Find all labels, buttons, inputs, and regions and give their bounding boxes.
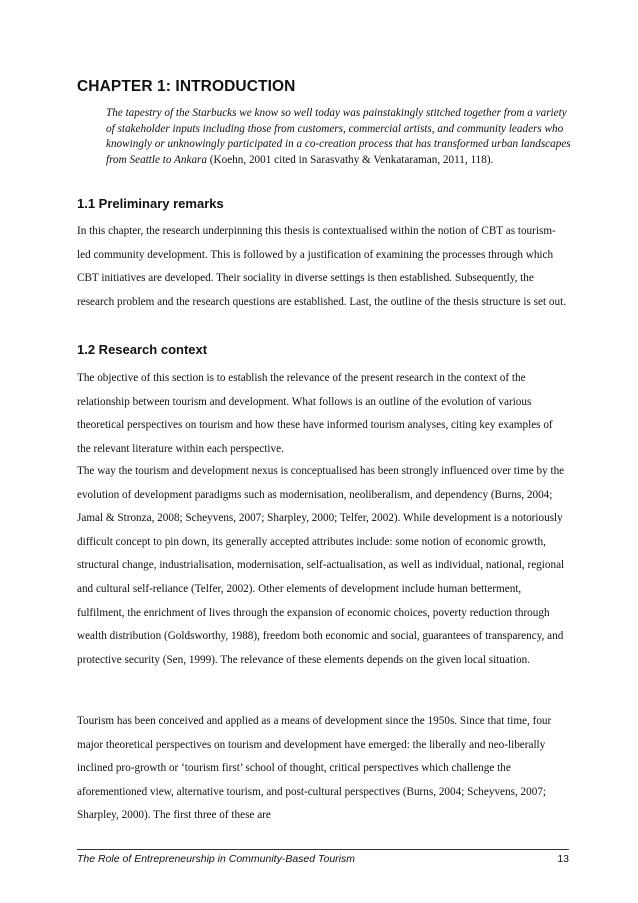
paragraph-context-2: The way the tourism and development nexus is conceptualised has been strongly influenced over time by the evolution of development paradigms such as modernisation, neoliberalism, and dependency (Burns, 2004; Jamal & Stronza, 2008; Scheyvens, 2007; Sharpley, 2000; Telfer, 2002). While development is a notoriously difficult concept to pin down, its generally accepted attributes include: some notion of economic growth, structural change, industrialisation, modernisation, self-actualisation, as well as individual, national, regional and cultural self-reliance (Telfer, 2002). Other elements of development include human betterment, fulfilment, the enrichment of lives through the expansion of economic choices, poverty reduction through wealth distribution (Goldsworthy, 1988), freedom both economic and social, guarantees of transparency, and protective security (Sen, 1999). The relevance of these elements depends on the given local situation. (77, 465, 565, 666)
footer-divider (77, 849, 569, 850)
section-heading-preliminary: 1.1 Preliminary remarks (77, 196, 224, 211)
chapter-title: CHAPTER 1: INTRODUCTION (77, 78, 296, 95)
section-heading-research-context: 1.2 Research context (77, 342, 208, 357)
epigraph-citation: (Koehn, 2001 cited in Sarasvathy & Venkataraman, 2011, 118). (207, 153, 494, 166)
paragraph-context-1: The objective of this section is to establish the relevance of the present research in the context of the relationship between tourism and development. What follows is an outline of the evolution of various theoretical perspectives on tourism and how these have informed tourism analyses, citing key examples of the relevant literature within each perspective. (77, 372, 553, 455)
epigraph-quote: The tapestry of the Starbucks we know so well today was painstakingly stitched together from a variety of stakeholder inputs including those from customers, commercial artists, and community leaders who knowingly or unknowingly participated in a co-creation process that has transformed urban landscapes from Seattle to Ankara (106, 107, 571, 166)
epigraph (106, 106, 576, 168)
footer-title: The Role of Entrepreneurship in Community-Based Tourism (77, 853, 355, 865)
paragraph-context-3: Tourism has been conceived and applied as a means of development since the 1950s. Since that time, four major theoretical perspectives on tourism and development have emerged: the liberally and neo-liberally inclined pro-growth or ‘tourism first’ school of thought, critical perspectives which challenge the aforementioned view, alternative tourism, and post-cultural perspectives (Burns, 2004; Scheyvens, 2007; Sharpley, 2000). The first three of these are (77, 715, 552, 822)
page-number: 13 (557, 853, 569, 865)
paragraph-preliminary: In this chapter, the research underpinning this thesis is contextualised within the notion of CBT as tourism-led community development. This is followed by a justification of examining the processes through which CBT initiatives are developed. Their sociality in diverse settings is then established. Subsequently, the research problem and the research questions are established. Last, the outline of the thesis structure is set out. (77, 225, 566, 308)
